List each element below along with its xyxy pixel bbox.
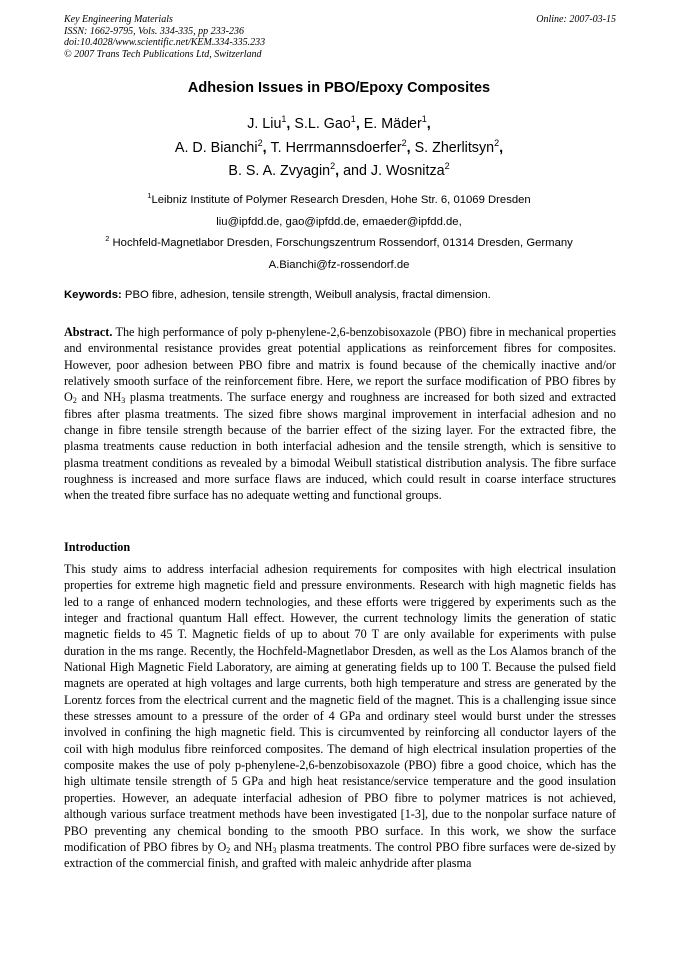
affiliation-sup: 1: [147, 191, 152, 200]
author-line-1: J. Liu$^1$, S.L. Gao$^1$, E. Mäder$^1$,: [247, 114, 431, 132]
journal-copyright: © 2007 Trans Tech Publications Ltd, Switzerland: [64, 48, 262, 60]
author-affil-sup: 1: [350, 114, 356, 124]
author-list: [0, 113, 678, 184]
affiliation-1: $^1$Leibniz Institute of Polymer Research Dresden, Hohe Str. 6, 01069 Dresden: [147, 191, 531, 206]
author-name: S. Zherlitsyn: [414, 139, 495, 156]
author-name: T. Herrmannsdoerfer: [270, 139, 402, 156]
abstract-label: Abstract.: [64, 325, 113, 339]
affiliation-2: $^2$ Hochfeld-Magnetlabor Dresden, Forschungszentrum Rossendorf, 01314 Dresden, Germany: [105, 234, 573, 249]
author-affil-sup: 2: [257, 137, 263, 148]
author-line-2: A. D. Bianchi$^2$, T. Herrmannsdoerfer$^2$, S. Zherlitsyn$^2$,: [174, 137, 504, 156]
author-affil-sup: 1: [421, 114, 427, 124]
author-affil-sup: 2: [444, 161, 450, 171]
author-name: A. D. Bianchi: [174, 139, 258, 156]
author-line-3: B. S. A. Zvyagin$^2$, and J. Wosnitza$^2$: [228, 161, 450, 179]
author-name: B. S. A. Zvyagin: [228, 163, 331, 179]
paper-title: Adhesion Issues in PBO/Epoxy Composites: [187, 80, 491, 96]
introduction-text: This study aims to address interfacial adhesion requirements for composites with high electrical insulation properties for extreme high magnetic field and pressure environments. Research with high magnetic fields has led to a range of enhanced modern technologies, and these efforts were triggered by experiments such as the integer and fractional quantum Hall effect. However, the current technology limits the generation of static magnetic fields to 45 T. Magnetic fields of up to about 70 T are only available for experiments with pulse duration in the ms range. Recently, the Hochfeld-Magnetlabor Dresden, as well as the Los Alamos branch of the National High Magnetic Field Laboratory, are aiming at generating fields up to 100 T. Because the pulsed field magnets are operated at high voltages and large currents, both high temperature and stress are generated by the Lorentz forces from the electrical current and the magnetic field of the magnet. This is a challenging issue since these stresses amount to a pressure of the order of 4 GPa and ordinary steel would burst under the stresses involved in confining the high magnetic field. This is circumvented by reinforcing all conductor layers of the coil with high modulus fibre reinforced composites. The demand of high electrical insulation properties of the composite makes the use of poly p-phenylene-2,6-benzobisoxazole (PBO) fibre a good choice, which has the high ultimate tensile strength of 5 GPa and high heat resistance/service temperature and the good insulation properties. However, an adequate interfacial adhesion of PBO fibre to polymer matrices is not achieved, although various surface treatment methods have been investigated [1-3], due to the nonpolar surface nature of PBO preventing any chemical bonding to the smooth PBO surface. In this work, we show the surface modification of PBO fibres by $O_2$ and $NH_3$ plasma treatments. The control PBO fibre surfaces were de-sized by extraction of the commercial finish, and grafted with maleic anhydride after plasma: [64, 562, 616, 871]
author-affil-sup: 2: [401, 137, 407, 148]
affiliation-1-email: liu@ipfdd.de, gao@ipfdd.de, emaeder@ipfdd.de,: [216, 215, 462, 228]
keywords-text: PBO fibre, adhesion, tensile strength, Weibull analysis, fractal dimension.: [124, 289, 491, 301]
author-name: E. Mäder: [363, 116, 422, 132]
online-date: Online: 2007-03-15: [536, 14, 616, 25]
affiliations: [0, 190, 678, 276]
author-name: S.L. Gao: [294, 116, 351, 132]
author-name: J. Liu: [247, 116, 282, 132]
journal-header: [64, 14, 616, 60]
journal-doi: doi:10.4028/www.scientific.net/KEM.334-335.233: [64, 37, 266, 48]
journal-name: Key Engineering Materials: [64, 14, 173, 25]
author-name: J. Wosnitza: [370, 163, 445, 179]
section-heading: Introduction: [64, 540, 131, 554]
author-conjunction: and: [343, 163, 371, 179]
keywords: [64, 289, 616, 301]
abstract: Abstract. The high performance of poly p-phenylene-2,6-benzobisoxazole (PBO) fibre in mechanical properties and environmental resistance provides great potential applications as reinforcement fibres for composites. However, poor adhesion between PBO fibre and matrix is found because of the chemically inactive and/or relatively smooth surface of the reinforcement fibre. Here, we report the surface modification of PBO fibres by $O_2$ and $NH_3$ plasma treatments. The surface energy and roughness are increased for both sized and extracted fibres after plasma treatments. The sized fibre shows marginal improvement in interfacial adhesion and no change in fibre tensile strength because of the barrier effect of the sizing layer. For the extracted fibre, the plasma treatments cause reduction in both interfacial adhesion and the tensile strength, which is sensitive to plasma treatment conditions as revealed by a bimodal Weibull statistical distribution analysis. The fibre surface roughness is increased and more surface flaws are induced, which could result in coarse interface structures when the treated fibre surface has no adequate wetting and functional groups.: [64, 325, 616, 503]
keywords-label: Keywords:: [64, 289, 122, 301]
author-affil-sup: 2: [330, 161, 336, 171]
author-affil-sup: 1: [281, 114, 287, 124]
affiliation-sup: 2: [105, 234, 110, 243]
affiliation-2-email: A.Bianchi@fz-rossendorf.de: [268, 258, 410, 271]
journal-issn: ISSN: 1662-9795, Vols. 334-335, pp 233-236: [64, 25, 244, 37]
author-affil-sup: 2: [494, 137, 500, 148]
